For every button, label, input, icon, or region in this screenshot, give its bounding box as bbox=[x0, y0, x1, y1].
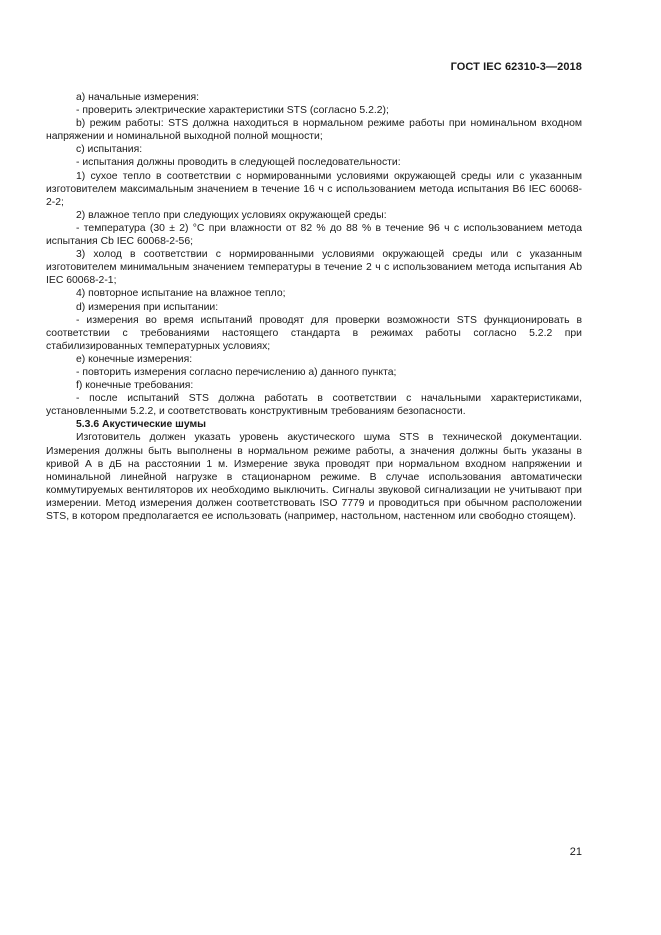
list-subitem-test-sequence: - испытания должны проводить в следующей последовательности: bbox=[76, 157, 401, 169]
section-paragraph: Изготовитель должен указать уровень акустического шума STS в технической документации. Измерения должны быть выполнены в нормальном режиме работы, а значения должны быть указаны в кривой А в дБ на расстоянии 1 м. Измерение звука проводят при нормальном входном напряжении и номинальной линейной нагрузке в стационарном режиме. В случае использования автоматически коммутируемых вентиляторов их необходимо выключить. Сигналы звуковой сигнализации не учитывают при измерении. Метод измерения должен соответствовать ISO 7779 и проводиться при обычном расположении STS, в котором предполагается ее использовать (например, настольном, настенном или свободно стоящем). bbox=[46, 432, 582, 522]
list-subitem-test-measurements-detail: - измерения во время испытаний проводят для проверки возможности STS функционировать в соответствии с требованиями настоящего стандарта в режимах работы согласно 5.2.2 при стабилизированных температурных условиях; bbox=[46, 314, 582, 352]
section-heading: 5.3.6 Акустические шумы bbox=[76, 419, 207, 431]
list-subitem-final-requirements-detail: - после испытаний STS должна работать в соответствии с начальными характеристиками, установленными 5.2.2, и соответствовать конструктивным требованиям безопасности. bbox=[46, 393, 582, 418]
page-number: 21 bbox=[569, 846, 582, 858]
document-body bbox=[46, 91, 582, 523]
list-item-repeat-damp-heat: 4) повторное испытание на влажное тепло; bbox=[76, 288, 286, 300]
document-code-header: ГОСТ IEC 62310-3—2018 bbox=[450, 61, 582, 73]
list-subitem-temperature: - температура (30 ± 2) °С при влажности от 82 % до 88 % в течение 96 ч с использованием метода испытания Cb IEC 60068-2-56; bbox=[46, 222, 582, 248]
list-item-initial-measurements: a) начальные измерения: bbox=[76, 92, 200, 103]
list-item-dry-heat: 1) сухое тепло в соответствии с нормированными условиями окружающей среды или с указанным изготовителем максимальным значением в течение 16 ч с использованием метода испытания B6 IEC 60068-2-2; bbox=[46, 170, 582, 208]
list-item-operating-mode: b) режим работы: STS должна находиться в нормальном режиме работы при номинальном входном напряжении и номинальной выходной полной мощности; bbox=[46, 118, 582, 143]
list-subitem-check-characteristics: - проверить электрические характеристики STS (согласно 5.2.2); bbox=[76, 105, 389, 117]
list-item-cold: 3) холод в соответствии с нормированными условиями окружающей среды или с указанным изготовителем минимальным значением температуры в течение 2 ч с использованием метода испытания Ab IEC 60068-2-1; bbox=[46, 249, 582, 287]
list-item-final-measurements: e) конечные измерения: bbox=[76, 353, 193, 365]
list-item-damp-heat: 2) влажное тепло при следующих условиях окружающей среды: bbox=[76, 209, 387, 221]
list-subitem-repeat-measurements: - повторить измерения согласно перечислению а) данного пункта; bbox=[76, 366, 397, 378]
list-item-test-measurements: d) измерения при испытании: bbox=[76, 301, 219, 313]
list-item-final-requirements: f) конечные требования: bbox=[76, 380, 194, 392]
list-item-tests: c) испытания: bbox=[76, 144, 143, 156]
